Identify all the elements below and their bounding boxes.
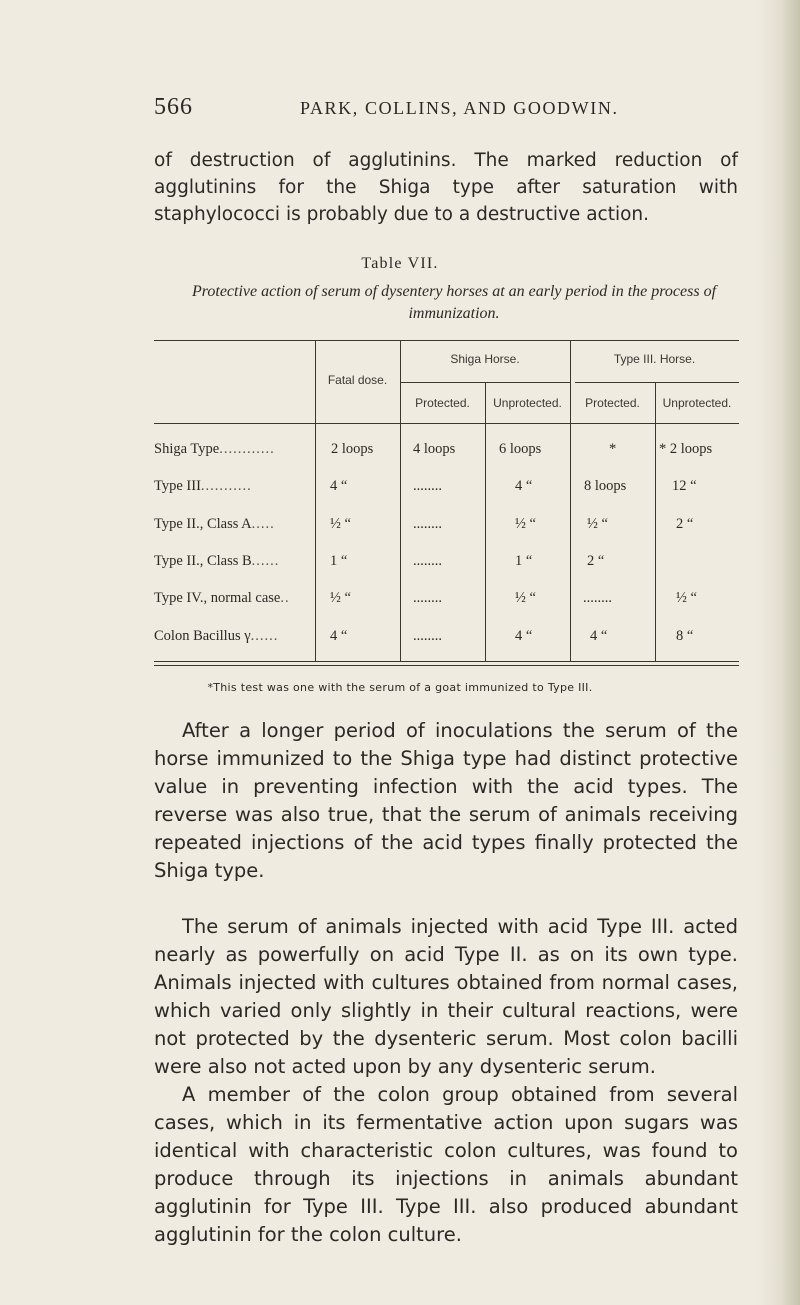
page-number: 566: [154, 94, 193, 120]
cell-type3-unprotected: ½ “: [676, 590, 697, 606]
row-leader-dots: ..: [280, 590, 290, 606]
table-footnote: *This test was one with the serum of a goat immunized to Type III.: [207, 681, 593, 694]
row-label-text: Type IV., normal case: [154, 590, 281, 606]
table-row-label: [154, 590, 314, 607]
header-type3-unprotected: Unprotected.: [662, 396, 732, 410]
row-label-text: Type II., Class A: [154, 516, 252, 532]
table-bottom-rule-2: [154, 665, 739, 666]
cell-type3-unprotected: 8 “: [676, 628, 694, 644]
row-leader-dots: ............: [219, 441, 275, 457]
header-shiga-protected: Protected.: [415, 396, 470, 410]
column-divider-3: [485, 382, 486, 661]
cell-shiga-unprotected: 1 “: [515, 553, 533, 569]
body-paragraph: A member of the colon group obtained from several cases, which in its fermentative action upon sugars was identical with characteristic colon cultures, was found to produce through its injections in animals abundant agglutinin for Type III. Type III. also produced abundant agglutinin for the colon culture.: [154, 1083, 738, 1246]
header-type3-protected: Protected.: [585, 396, 640, 410]
cell-shiga-unprotected: 6 loops: [499, 441, 542, 457]
cell-fatal-dose: ½ “: [330, 590, 351, 606]
cell-type3-unprotected: 2 “: [676, 516, 694, 532]
header-type3-horse: Type III. Horse.: [613, 352, 696, 366]
header-shiga-horse: Shiga Horse.: [450, 352, 520, 366]
cell-shiga-protected: ........: [413, 590, 442, 606]
column-divider-1: [315, 340, 316, 661]
body-paragraph: The serum of animals injected with acid Type III. acted nearly as powerfully on acid Type II. as on its own type. Animals injected with cultures obtained from normal cases, which varied only slightly in their cultural reactions, were not protected by the dysenteric serum. Most colon bacilli were also not acted upon by any dysenteric serum.: [154, 915, 738, 1078]
cell-shiga-protected: ........: [413, 516, 442, 532]
table-header-bottom-rule: [154, 423, 739, 424]
table-title: Table VII.: [361, 255, 439, 272]
row-leader-dots: ......: [250, 628, 279, 644]
cell-type3-unprotected: * 2 loops: [659, 441, 713, 457]
column-divider-5: [655, 382, 656, 661]
cell-shiga-protected: 4 loops: [413, 441, 456, 457]
intro-paragraph: of destruction of agglutinins. The marked reduction of agglutinins for the Shiga type after saturation with staphylococci is probably due to a destructive action.: [154, 150, 738, 225]
cell-fatal-dose: 4 “: [330, 628, 348, 644]
table-row-label: [154, 628, 314, 645]
cell-fatal-dose: 2 loops: [331, 441, 374, 457]
table-row-label: [154, 441, 314, 458]
table-row-label: [154, 553, 314, 570]
row-label-text: Type II., Class B: [154, 553, 252, 569]
column-divider-2: [400, 340, 401, 661]
cell-type3-protected: ........: [583, 590, 612, 606]
cell-type3-protected: *: [609, 441, 617, 457]
cell-fatal-dose: ½ “: [330, 516, 351, 532]
cell-shiga-protected: ........: [413, 628, 442, 644]
table-row-label: [154, 516, 314, 533]
header-shiga-unprotected: Unprotected.: [493, 396, 562, 410]
group-header-rule-type3: [575, 382, 739, 383]
cell-shiga-unprotected: 4 “: [515, 478, 533, 494]
header-fatal-dose: Fatal dose.: [327, 373, 388, 387]
cell-shiga-protected: ........: [413, 553, 442, 569]
row-label-text: Colon Bacillus γ: [154, 628, 251, 644]
cell-shiga-unprotected: 4 “: [515, 628, 533, 644]
row-label-text: Shiga Type: [154, 441, 220, 457]
cell-type3-protected: 8 loops: [584, 478, 627, 494]
table-row-label: [154, 478, 314, 495]
cell-fatal-dose: 4 “: [330, 478, 348, 494]
row-leader-dots: ...........: [200, 478, 252, 494]
running-head: PARK, COLLINS, AND GOODWIN.: [300, 98, 619, 118]
cell-shiga-unprotected: ½ “: [515, 590, 536, 606]
cell-shiga-unprotected: ½ “: [515, 516, 536, 532]
cell-type3-unprotected: 12 “: [672, 478, 697, 494]
table-bottom-rule-1: [154, 661, 739, 662]
page-header: [0, 94, 800, 126]
row-leader-dots: .....: [251, 516, 275, 532]
row-leader-dots: ......: [251, 553, 280, 569]
cell-type3-protected: ½ “: [587, 516, 608, 532]
cell-type3-protected: 2 “: [587, 553, 605, 569]
column-divider-4: [570, 340, 571, 661]
page-edge-shadow: [758, 0, 800, 1305]
body-paragraph: After a longer period of inoculations the serum of the horse immunized to the Shiga type had distinct protective value in preventing infection with the acid types. The reverse was also true, that the serum of animals receiving repeated injections of the acid types finally protected the Shiga type.: [154, 719, 738, 882]
table-caption: Protective action of serum of dysentery horses at an early period in the process of immunization.: [191, 283, 717, 322]
row-label-text: Type III: [154, 478, 201, 494]
cell-shiga-protected: ........: [413, 478, 442, 494]
table-top-rule: [154, 340, 739, 341]
cell-type3-protected: 4 “: [590, 628, 608, 644]
cell-fatal-dose: 1 “: [330, 553, 348, 569]
